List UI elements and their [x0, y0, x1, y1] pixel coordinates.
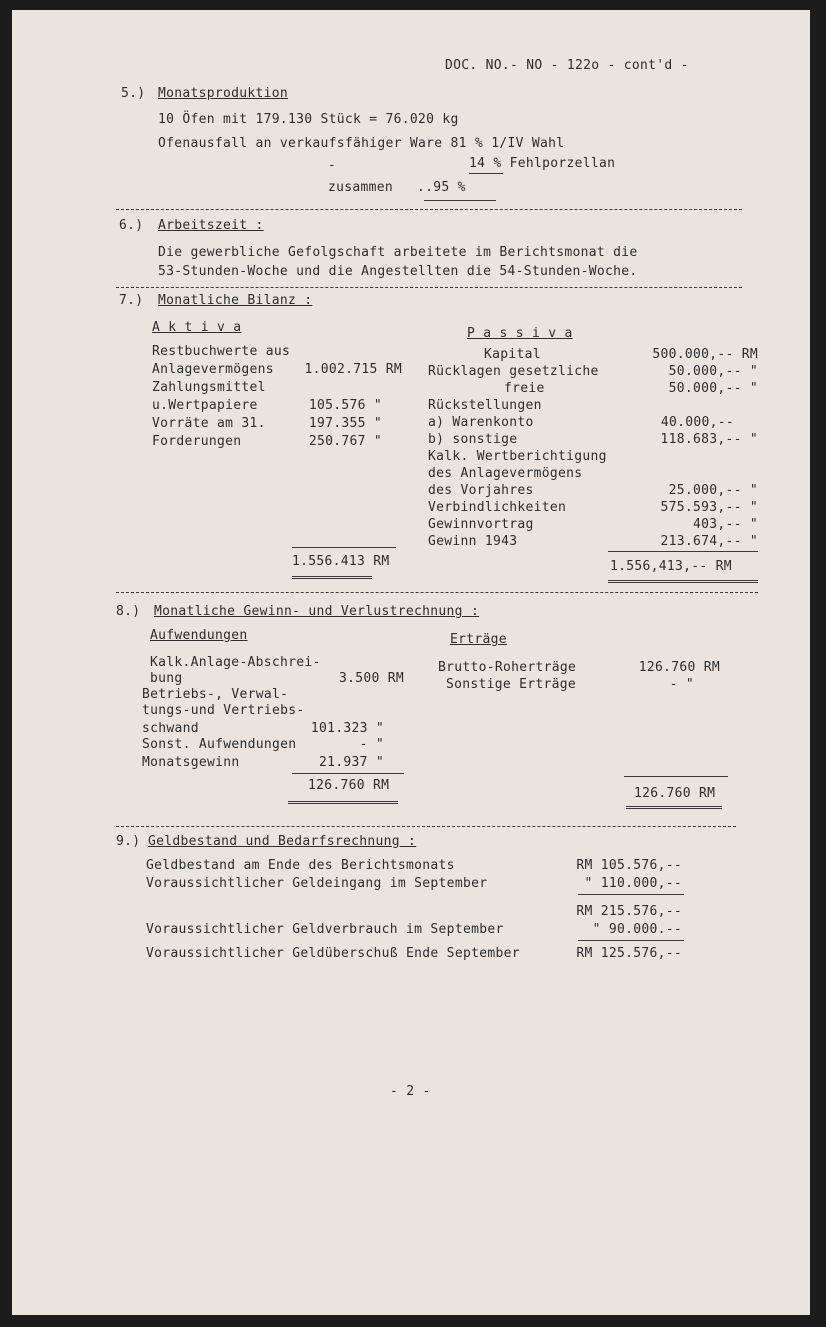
- passiva-row: [428, 364, 758, 381]
- working-time-text-1: Die gewerbliche Gefolgschaft arbeitete im Berichtsmonat die: [158, 245, 638, 260]
- defect-line: 14 % Fehlporzellan: [469, 156, 616, 171]
- section-9-title: Geldbestand und Bedarfsrechnung :: [148, 834, 417, 849]
- expense-value: - ": [359, 737, 384, 752]
- expenses-total: 126.760 RM: [308, 778, 390, 793]
- passiva-value: 575.593,-- ": [660, 500, 758, 515]
- expense-value: 21.937 ": [318, 755, 384, 770]
- income-list: [438, 660, 720, 700]
- income-row: [438, 660, 720, 677]
- income-value: 126.760 RM: [638, 660, 720, 675]
- passiva-value: 50.000,-- ": [668, 381, 758, 396]
- expenses-double-line: [288, 801, 398, 804]
- passiva-row: [428, 415, 758, 432]
- income-row: [438, 677, 720, 694]
- passiva-heading: P a s s i v a: [467, 326, 573, 341]
- section-7-title: Monatliche Bilanz :: [158, 293, 313, 308]
- doc-number: DOC. NO.- NO - 122o - cont'd -: [445, 58, 689, 73]
- expense-label: Kalk.Anlage-Abschrei-: [150, 655, 321, 670]
- divider-7: [116, 592, 758, 593]
- aktiva-label: u.Wertpapiere: [152, 398, 258, 413]
- expense-value: 3.500 RM: [338, 671, 404, 686]
- passiva-row: [428, 483, 758, 500]
- production-line: 10 Öfen mit 179.130 Stück = 76.020 kg: [158, 112, 459, 127]
- aktiva-value: 1.002.715 RM: [304, 362, 402, 377]
- cash-list: [146, 858, 682, 968]
- cash-value: RM 215.576,--: [576, 904, 682, 919]
- passiva-label: des Vorjahres: [428, 483, 534, 498]
- aktiva-heading: A k t i v a: [152, 320, 242, 335]
- income-double-line: [626, 806, 722, 809]
- divider-5: [116, 209, 742, 210]
- document-page: [12, 10, 810, 1315]
- section-6-title: Arbeitszeit :: [158, 218, 264, 233]
- working-time-text-2: 53-Stunden-Woche und die Angestellten die 54-Stunden-Woche.: [158, 264, 638, 279]
- passiva-label: a) Warenkonto: [428, 415, 534, 430]
- income-value: - ": [669, 677, 694, 692]
- section-5-title: Monatsproduktion: [158, 86, 289, 101]
- passiva-row: [428, 398, 758, 415]
- passiva-value: 25.000,-- ": [668, 483, 758, 498]
- cash-row: [146, 904, 682, 922]
- aktiva-row: [152, 380, 402, 398]
- aktiva-value: 105.576 ": [308, 398, 382, 413]
- passiva-value: 500.000,-- RM: [652, 347, 758, 362]
- passiva-row: [428, 534, 758, 551]
- cash-value: RM 125.576,--: [576, 946, 682, 961]
- aktiva-row: [152, 416, 402, 434]
- aktiva-label: Forderungen: [152, 434, 242, 449]
- passiva-label: freie: [504, 381, 545, 396]
- cash-label: Voraussichtlicher Geldeingang im September: [146, 876, 488, 891]
- passiva-label: Rücklagen gesetzliche: [428, 364, 599, 379]
- passiva-value: 50.000,-- ": [668, 364, 758, 379]
- expense-label: Sonst. Aufwendungen: [142, 737, 297, 752]
- expense-row: [142, 687, 404, 704]
- section-7-number: 7.): [119, 293, 144, 308]
- passiva-row: [428, 500, 758, 517]
- cash-value: " 110.000,--: [584, 876, 682, 891]
- aktiva-label: Restbuchwerte aus: [152, 344, 291, 359]
- passiva-label: Kapital: [484, 347, 541, 362]
- passiva-row: [428, 517, 758, 534]
- expense-value: 101.323 ": [310, 721, 384, 736]
- passiva-row: [428, 432, 758, 449]
- cash-label: Voraussichtlicher Geldüberschuß Ende September: [146, 946, 520, 961]
- expense-row: [142, 737, 404, 754]
- passiva-row: [428, 449, 758, 466]
- passiva-value: 213.674,-- ": [660, 534, 758, 549]
- expense-row: [142, 721, 404, 738]
- aktiva-list: [152, 344, 402, 464]
- page-number: - 2 -: [390, 1084, 431, 1099]
- total-label: zusammen: [328, 180, 394, 195]
- aktiva-double-line: [292, 576, 372, 579]
- passiva-row: [428, 381, 758, 398]
- passiva-label: Gewinnvortrag: [428, 517, 534, 532]
- income-label: Brutto-Roherträge: [438, 660, 577, 675]
- defect-underline: [469, 173, 503, 174]
- cash-underline-2: [578, 940, 684, 941]
- expense-label: schwand: [142, 721, 199, 736]
- aktiva-value: 250.767 ": [308, 434, 382, 449]
- passiva-label: Gewinn 1943: [428, 534, 518, 549]
- passiva-value: 403,-- ": [692, 517, 758, 532]
- passiva-value: 118.683,-- ": [660, 432, 758, 447]
- aktiva-row: [152, 344, 402, 362]
- section-9-number: 9.): [116, 834, 141, 849]
- expense-row: [142, 703, 404, 720]
- aktiva-value: 197.355 ": [308, 416, 382, 431]
- aktiva-row: [152, 434, 402, 452]
- cash-row: [146, 946, 682, 964]
- income-sum-line: [624, 776, 728, 777]
- passiva-value: 40.000,--: [660, 415, 734, 430]
- aktiva-label: Zahlungsmittel: [152, 380, 266, 395]
- passiva-label: b) sonstige: [428, 432, 518, 447]
- expense-label: bung: [150, 671, 183, 686]
- cash-row: [146, 858, 682, 876]
- expense-row: [142, 671, 404, 688]
- sales-quality-line: Ofenausfall an verkaufsfähiger Ware 81 % 1/IV Wahl: [158, 136, 565, 151]
- passiva-double-line: [608, 580, 758, 583]
- aktiva-row: [152, 362, 402, 380]
- passiva-label: Kalk. Wertberichtigung: [428, 449, 607, 464]
- cash-label: Geldbestand am Ende des Berichtsmonats: [146, 858, 455, 873]
- passiva-label: Verbindlichkeiten: [428, 500, 567, 515]
- cash-underline-1: [578, 894, 684, 895]
- expenses-list: [142, 655, 404, 785]
- cash-row: [146, 922, 682, 940]
- defect-dash: -: [328, 158, 337, 173]
- expense-label: Betriebs-, Verwal-: [142, 687, 289, 702]
- cash-value: RM 105.576,--: [576, 858, 682, 873]
- section-8-title: Monatliche Gewinn- und Verlustrechnung :: [154, 604, 480, 619]
- total-value: ..95 %: [417, 180, 466, 195]
- aktiva-row: [152, 398, 402, 416]
- cash-row: [146, 876, 682, 894]
- cash-label: Voraussichtlicher Geldverbrauch im September: [146, 922, 504, 937]
- total-underline: [424, 200, 496, 201]
- section-5-number: 5.): [121, 86, 146, 101]
- aktiva-total: 1.556.413 RM: [292, 554, 390, 569]
- expenses-heading: Aufwendungen: [150, 628, 248, 643]
- passiva-label: des Anlagevermögens: [428, 466, 583, 481]
- section-6-number: 6.): [119, 218, 144, 233]
- aktiva-label: Anlagevermögens: [152, 362, 274, 377]
- expenses-sum-line: [292, 773, 404, 774]
- passiva-list: [428, 347, 758, 567]
- expense-label: tungs-und Vertriebs-: [142, 703, 305, 718]
- passiva-label: Rückstellungen: [428, 398, 542, 413]
- cash-value: " 90.000.--: [592, 922, 682, 937]
- passiva-total: 1.556,413,-- RM: [610, 559, 732, 574]
- income-heading: Erträge: [450, 632, 507, 647]
- section-8-number: 8.): [116, 604, 141, 619]
- passiva-sum-line: [608, 551, 758, 552]
- aktiva-sum-line: [292, 547, 396, 548]
- passiva-row: [428, 466, 758, 483]
- passiva-row: [428, 347, 758, 364]
- divider-6: [116, 287, 742, 288]
- expense-label: Monatsgewinn: [142, 755, 240, 770]
- divider-8: [116, 826, 736, 827]
- expense-row: [142, 655, 404, 672]
- aktiva-label: Vorräte am 31.: [152, 416, 266, 431]
- income-label: Sonstige Erträge: [446, 677, 577, 692]
- income-total: 126.760 RM: [634, 786, 716, 801]
- expense-row: [142, 755, 404, 772]
